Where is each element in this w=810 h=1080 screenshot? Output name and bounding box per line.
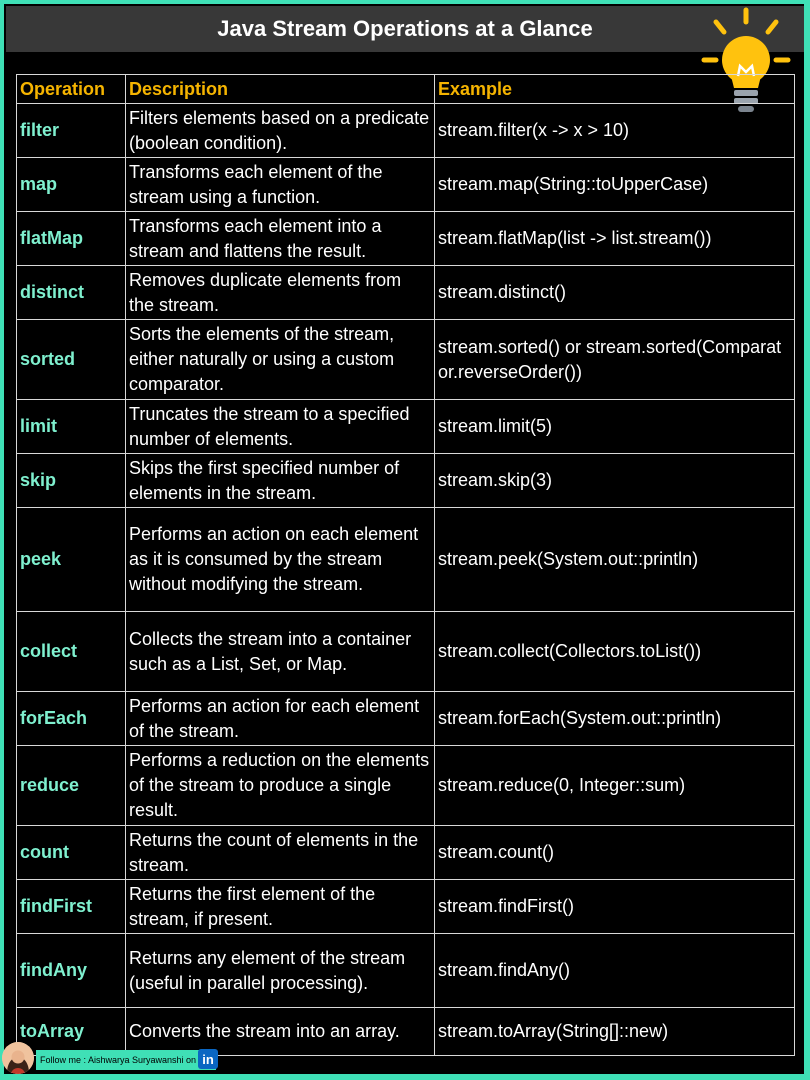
operation-cell: forEach (17, 692, 126, 746)
description-cell: Truncates the stream to a specified number of elements. (126, 400, 435, 454)
description-cell: Returns any element of the stream (useful in parallel processing). (126, 934, 435, 1008)
table-row (17, 400, 795, 454)
table-header-row (17, 75, 795, 104)
example-cell: stream.sorted() or stream.sorted(Comparator.reverseOrder()) (435, 320, 795, 400)
table-row (17, 212, 795, 266)
description-cell: Converts the stream into an array. (126, 1008, 435, 1056)
operation-cell: flatMap (17, 212, 126, 266)
stream-operations-table (16, 74, 795, 1056)
example-cell: stream.toArray(String[]::new) (435, 1008, 795, 1056)
linkedin-icon[interactable]: in (198, 1049, 218, 1069)
header-example: Example (435, 75, 795, 104)
avatar (2, 1042, 34, 1074)
table-row (17, 934, 795, 1008)
example-cell: stream.peek(System.out::println) (435, 508, 795, 612)
table-row (17, 454, 795, 508)
table-row (17, 508, 795, 612)
description-cell: Transforms each element into a stream and flattens the result. (126, 212, 435, 266)
example-cell: stream.count() (435, 826, 795, 880)
header-description: Description (126, 75, 435, 104)
table-row (17, 880, 795, 934)
description-cell: Performs an action on each element as it is consumed by the stream without modifying the stream. (126, 508, 435, 612)
table-row (17, 746, 795, 826)
operation-cell: filter (17, 104, 126, 158)
operation-cell: collect (17, 612, 126, 692)
operation-cell: reduce (17, 746, 126, 826)
table-row (17, 320, 795, 400)
operation-cell: limit (17, 400, 126, 454)
description-cell: Filters elements based on a predicate (boolean condition). (126, 104, 435, 158)
description-cell: Skips the first specified number of elements in the stream. (126, 454, 435, 508)
operation-cell: findFirst (17, 880, 126, 934)
description-cell: Performs an action for each element of the stream. (126, 692, 435, 746)
operation-cell: toArray (17, 1008, 126, 1056)
follow-label: Follow me : Aishwarya Suryawanshi on (36, 1050, 216, 1070)
example-cell: stream.findFirst() (435, 880, 795, 934)
table-row (17, 266, 795, 320)
description-cell: Returns the first element of the stream, if present. (126, 880, 435, 934)
example-cell: stream.flatMap(list -> list.stream()) (435, 212, 795, 266)
description-cell: Sorts the elements of the stream, either naturally or using a custom comparator. (126, 320, 435, 400)
example-cell: stream.collect(Collectors.toList()) (435, 612, 795, 692)
description-cell: Collects the stream into a container such as a List, Set, or Map. (126, 612, 435, 692)
example-cell: stream.limit(5) (435, 400, 795, 454)
description-cell: Removes duplicate elements from the stream. (126, 266, 435, 320)
description-cell: Performs a reduction on the elements of the stream to produce a single result. (126, 746, 435, 826)
operation-cell: skip (17, 454, 126, 508)
table-row (17, 1008, 795, 1056)
example-cell: stream.distinct() (435, 266, 795, 320)
example-cell: stream.filter(x -> x > 10) (435, 104, 795, 158)
table-row (17, 692, 795, 746)
example-cell: stream.reduce(0, Integer::sum) (435, 746, 795, 826)
page-title: Java Stream Operations at a Glance (6, 6, 804, 52)
table-row (17, 612, 795, 692)
table-row (17, 158, 795, 212)
operation-cell: findAny (17, 934, 126, 1008)
table-row (17, 826, 795, 880)
table-row (17, 104, 795, 158)
operation-cell: sorted (17, 320, 126, 400)
example-cell: stream.forEach(System.out::println) (435, 692, 795, 746)
example-cell: stream.findAny() (435, 934, 795, 1008)
operation-cell: peek (17, 508, 126, 612)
example-cell: stream.skip(3) (435, 454, 795, 508)
operation-cell: map (17, 158, 126, 212)
description-cell: Returns the count of elements in the stream. (126, 826, 435, 880)
example-cell: stream.map(String::toUpperCase) (435, 158, 795, 212)
header-operation: Operation (17, 75, 126, 104)
operation-cell: distinct (17, 266, 126, 320)
operation-cell: count (17, 826, 126, 880)
description-cell: Transforms each element of the stream using a function. (126, 158, 435, 212)
